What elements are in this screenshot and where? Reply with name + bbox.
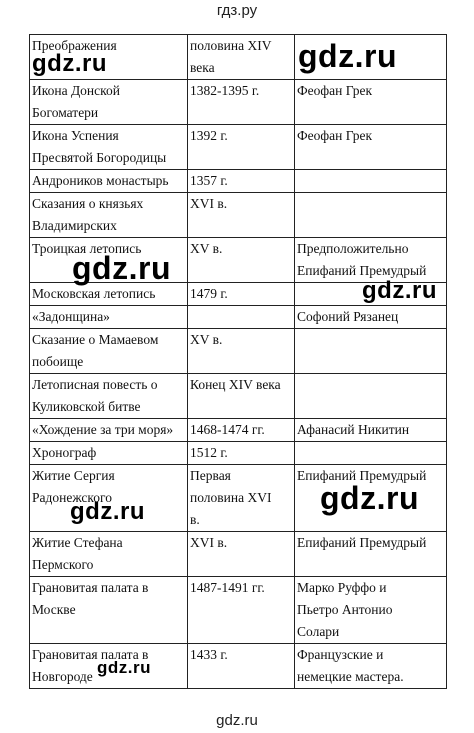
- table-row: [30, 419, 447, 442]
- history-table: [29, 34, 447, 689]
- work-name-cell: Андроников монастырь: [30, 170, 188, 193]
- author-cell: [295, 374, 447, 419]
- work-name-cell: Грановитая палата в Новгороде: [30, 644, 188, 689]
- date-cell: 1392 г.: [188, 125, 295, 170]
- author-cell: Марко Руффо и Пьетро Антонио Солари: [295, 577, 447, 644]
- date-cell: 1433 г.: [188, 644, 295, 689]
- author-cell: [295, 193, 447, 238]
- date-cell: 1487-1491 гг.: [188, 577, 295, 644]
- watermark: gdz.ru: [298, 38, 397, 74]
- watermark: gdz.ru: [72, 250, 171, 286]
- date-cell: Конец XIV века: [188, 374, 295, 419]
- table-row: [30, 532, 447, 577]
- date-cell: 1479 г.: [188, 283, 295, 306]
- table-row: [30, 125, 447, 170]
- work-name-cell: Житие Стефана Пермского: [30, 532, 188, 577]
- author-cell: Феофан Грек: [295, 125, 447, 170]
- date-cell: 1382-1395 г.: [188, 80, 295, 125]
- author-cell: [295, 170, 447, 193]
- author-cell: Софоний Рязанец: [295, 306, 447, 329]
- watermark: gdz.ru: [362, 277, 437, 304]
- work-name-cell: «Хождение за три моря»: [30, 419, 188, 442]
- date-cell: 1468-1474 гг.: [188, 419, 295, 442]
- table-row: [30, 329, 447, 374]
- date-cell: [188, 306, 295, 329]
- work-name-cell: Икона Успения Пресвятой Богородицы: [30, 125, 188, 170]
- author-cell: Епифаний Премудрый: [295, 532, 447, 577]
- site-header: гдз.ру: [216, 2, 258, 19]
- work-name-cell: Сказание о Мамаевом побоище: [30, 329, 188, 374]
- date-cell: 1357 г.: [188, 170, 295, 193]
- author-cell: [295, 442, 447, 465]
- date-cell: XVI в.: [188, 193, 295, 238]
- author-cell: Французские и немецкие мастера.: [295, 644, 447, 689]
- table-row: [30, 442, 447, 465]
- table-row: [30, 644, 447, 689]
- watermark: gdz.ru: [70, 498, 145, 525]
- work-name-cell: «Задонщина»: [30, 306, 188, 329]
- date-cell: Первая половина XVI в.: [188, 465, 295, 532]
- author-cell: [295, 329, 447, 374]
- table-row: [30, 306, 447, 329]
- site-footer: gdz.ru: [216, 712, 258, 729]
- work-name-cell: Икона Донской Богоматери: [30, 80, 188, 125]
- date-cell: XV в.: [188, 329, 295, 374]
- date-cell: XV в.: [188, 238, 295, 283]
- work-name-cell: Летописная повесть о Куликовской битве: [30, 374, 188, 419]
- table-row: [30, 374, 447, 419]
- author-cell: Феофан Грек: [295, 80, 447, 125]
- author-cell: Афанасий Никитин: [295, 419, 447, 442]
- author-cell: Предположительно Епифаний Премудрый: [295, 238, 447, 283]
- watermark: gdz.ru: [32, 50, 107, 77]
- work-name-cell: Хронограф: [30, 442, 188, 465]
- table-row: [30, 193, 447, 238]
- date-cell: XVI в.: [188, 532, 295, 577]
- work-name-cell: Преображения: [30, 35, 188, 80]
- watermark: gdz.ru: [320, 480, 419, 516]
- work-name-cell: Московская летопись: [30, 283, 188, 306]
- table-row: [30, 80, 447, 125]
- work-name-cell: Троицкая летопись: [30, 238, 188, 283]
- date-cell: 1512 г.: [188, 442, 295, 465]
- work-name-cell: Сказания о князьях Владимирских: [30, 193, 188, 238]
- work-name-cell: Житие Сергия Радонежского: [30, 465, 188, 532]
- table-row: [30, 577, 447, 644]
- author-cell: Епифаний Премудрый: [295, 465, 447, 532]
- watermark: gdz.ru: [97, 658, 151, 677]
- work-name-cell: Грановитая палата в Москве: [30, 577, 188, 644]
- date-cell: половина XIV века: [188, 35, 295, 80]
- table-row: [30, 170, 447, 193]
